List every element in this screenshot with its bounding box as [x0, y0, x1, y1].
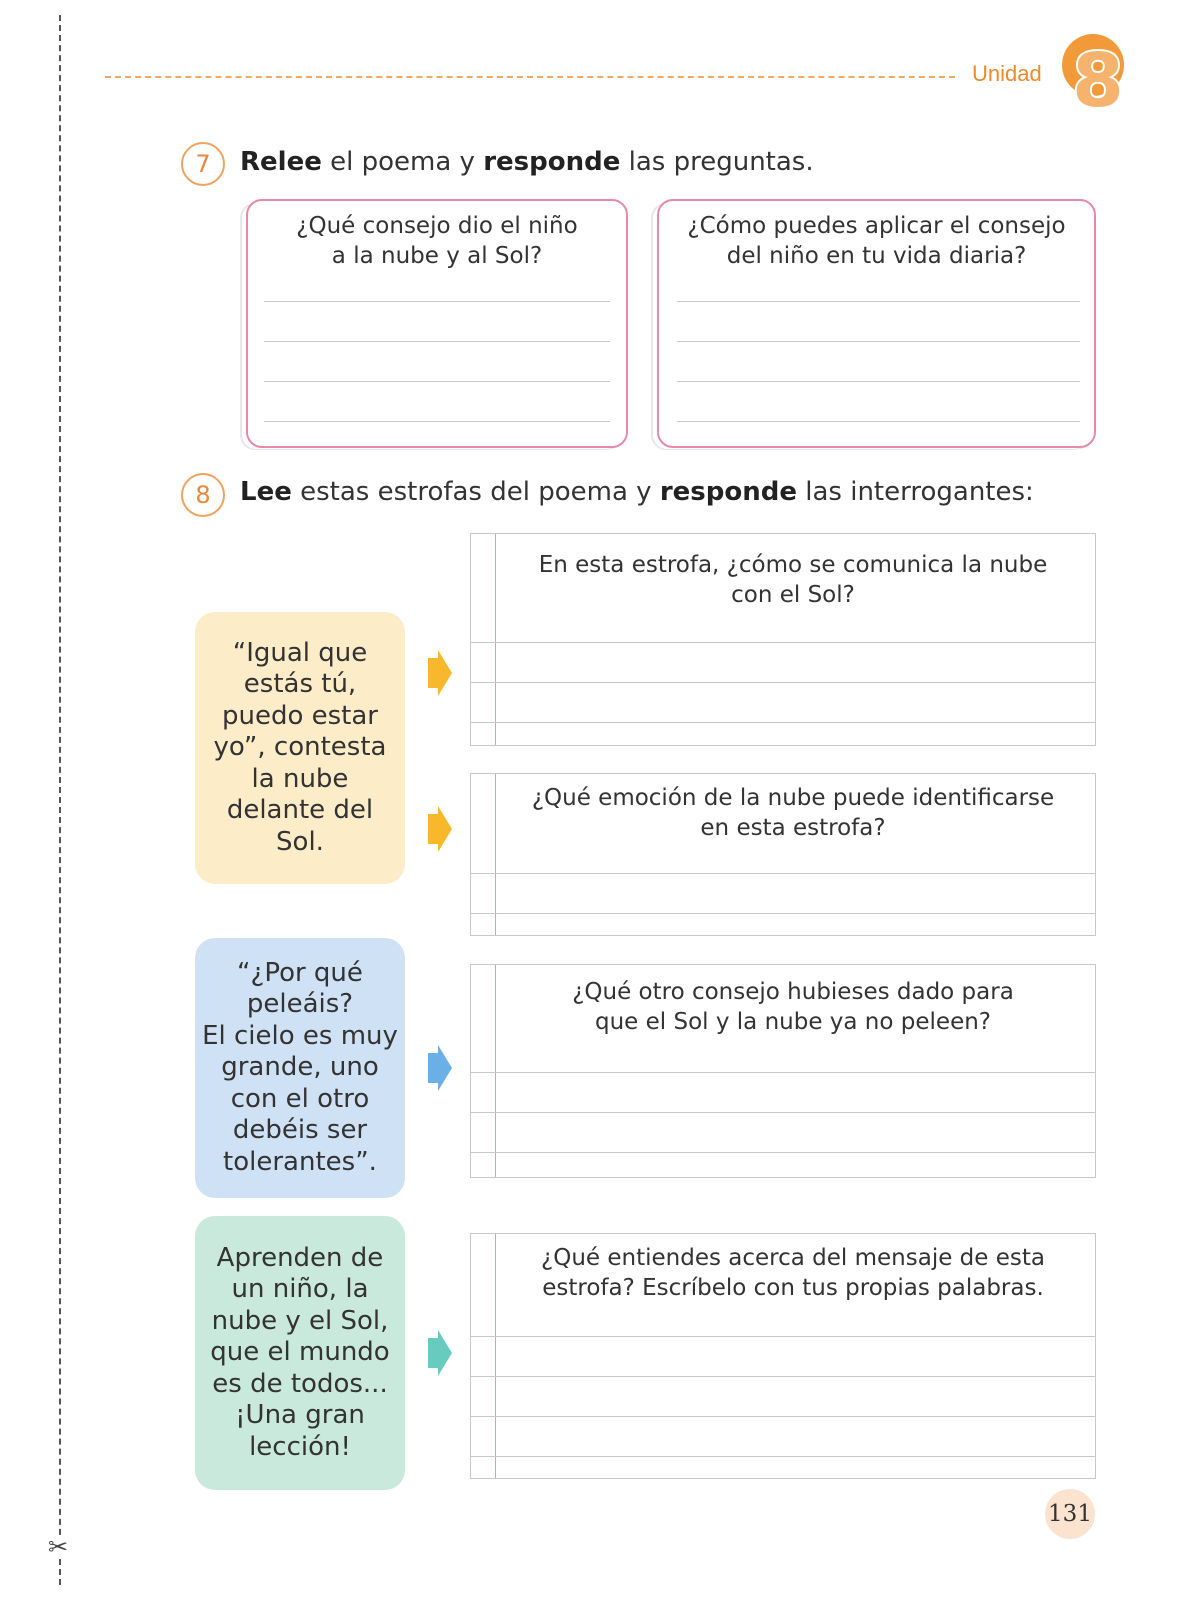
question-4-text: ¿Qué entiendes acerca del mensaje de esta estrofa? Escríbelo con tus propias palabras. — [541, 1245, 1045, 1301]
notebook-margin-line — [495, 965, 496, 1177]
answer-box-2 — [657, 199, 1096, 448]
stanza-text-1: “Igual que estás tú, puedo estar yo”, contesta la nube delante del Sol. — [213, 637, 387, 857]
question-2-text: ¿Qué emoción de la nube puede identificarse en esta estrofa? — [531, 785, 1055, 841]
page-number: 131 — [1045, 1489, 1095, 1539]
activity-8-number: 8 — [181, 473, 225, 517]
writing-line[interactable] — [471, 1456, 1095, 1457]
writing-line[interactable] — [264, 381, 610, 382]
writing-line[interactable] — [677, 421, 1080, 422]
stanza-box-3 — [195, 1216, 405, 1490]
writing-line[interactable] — [471, 873, 1095, 874]
question-box-1 — [470, 533, 1096, 746]
activity-8-instruction: Lee estas estrofas del poema y responde las interrogantes: — [240, 477, 1034, 507]
notebook-margin-line — [495, 774, 496, 935]
question-1-text: En esta estrofa, ¿cómo se comunica la nube con el Sol? — [538, 552, 1048, 608]
writing-line[interactable] — [471, 1152, 1095, 1153]
writing-line[interactable] — [471, 1336, 1095, 1337]
unit-number: 8 — [1072, 38, 1124, 124]
writing-line[interactable] — [471, 1112, 1095, 1113]
activity-7-number: 7 — [181, 142, 225, 186]
writing-line[interactable] — [471, 1416, 1095, 1417]
activity-7-instruction: Relee el poema y responde las preguntas. — [240, 147, 814, 177]
notebook-margin-line — [495, 534, 496, 745]
writing-line[interactable] — [677, 341, 1080, 342]
writing-line[interactable] — [471, 722, 1095, 723]
writing-line[interactable] — [264, 301, 610, 302]
arrow-right-icon — [428, 806, 452, 852]
stanza-box-2 — [195, 938, 405, 1198]
question-3-text: ¿Qué otro consejo hubieses dado para que el Sol y la nube ya no peleen? — [572, 979, 1014, 1035]
unit-label: Unidad — [972, 61, 1042, 86]
writing-line[interactable] — [264, 341, 610, 342]
notebook-margin-line — [495, 1234, 496, 1478]
header-dashed-line — [105, 76, 955, 78]
writing-line[interactable] — [471, 913, 1095, 914]
arrow-right-icon — [428, 1045, 452, 1091]
answer-box-2-question: ¿Cómo puedes aplicar el consejo del niño en tu vida diaria? — [687, 213, 1066, 269]
arrow-right-icon — [428, 1330, 452, 1376]
stanza-text-3: Aprenden de un niño, la nube y el Sol, que el mundo es de todos... ¡Una gran lección! — [210, 1242, 390, 1462]
arrow-right-icon — [428, 650, 452, 696]
stanza-box-1 — [195, 612, 405, 884]
writing-line[interactable] — [471, 682, 1095, 683]
writing-line[interactable] — [471, 1072, 1095, 1073]
cut-line — [59, 15, 61, 1585]
scissors-icon: ✂ — [48, 1533, 69, 1561]
question-box-2 — [470, 773, 1096, 936]
question-box-3 — [470, 964, 1096, 1178]
answer-box-1-question: ¿Qué consejo dio el niño a la nube y al Sol? — [296, 213, 578, 269]
writing-line[interactable] — [677, 301, 1080, 302]
writing-line[interactable] — [677, 381, 1080, 382]
question-box-4 — [470, 1233, 1096, 1479]
writing-line[interactable] — [264, 421, 610, 422]
writing-line[interactable] — [471, 1376, 1095, 1377]
stanza-text-2: “¿Por qué peleáis? El cielo es muy grande, uno con el otro debéis ser tolerantes”. — [202, 957, 398, 1177]
writing-line[interactable] — [471, 642, 1095, 643]
answer-box-1 — [246, 199, 628, 448]
